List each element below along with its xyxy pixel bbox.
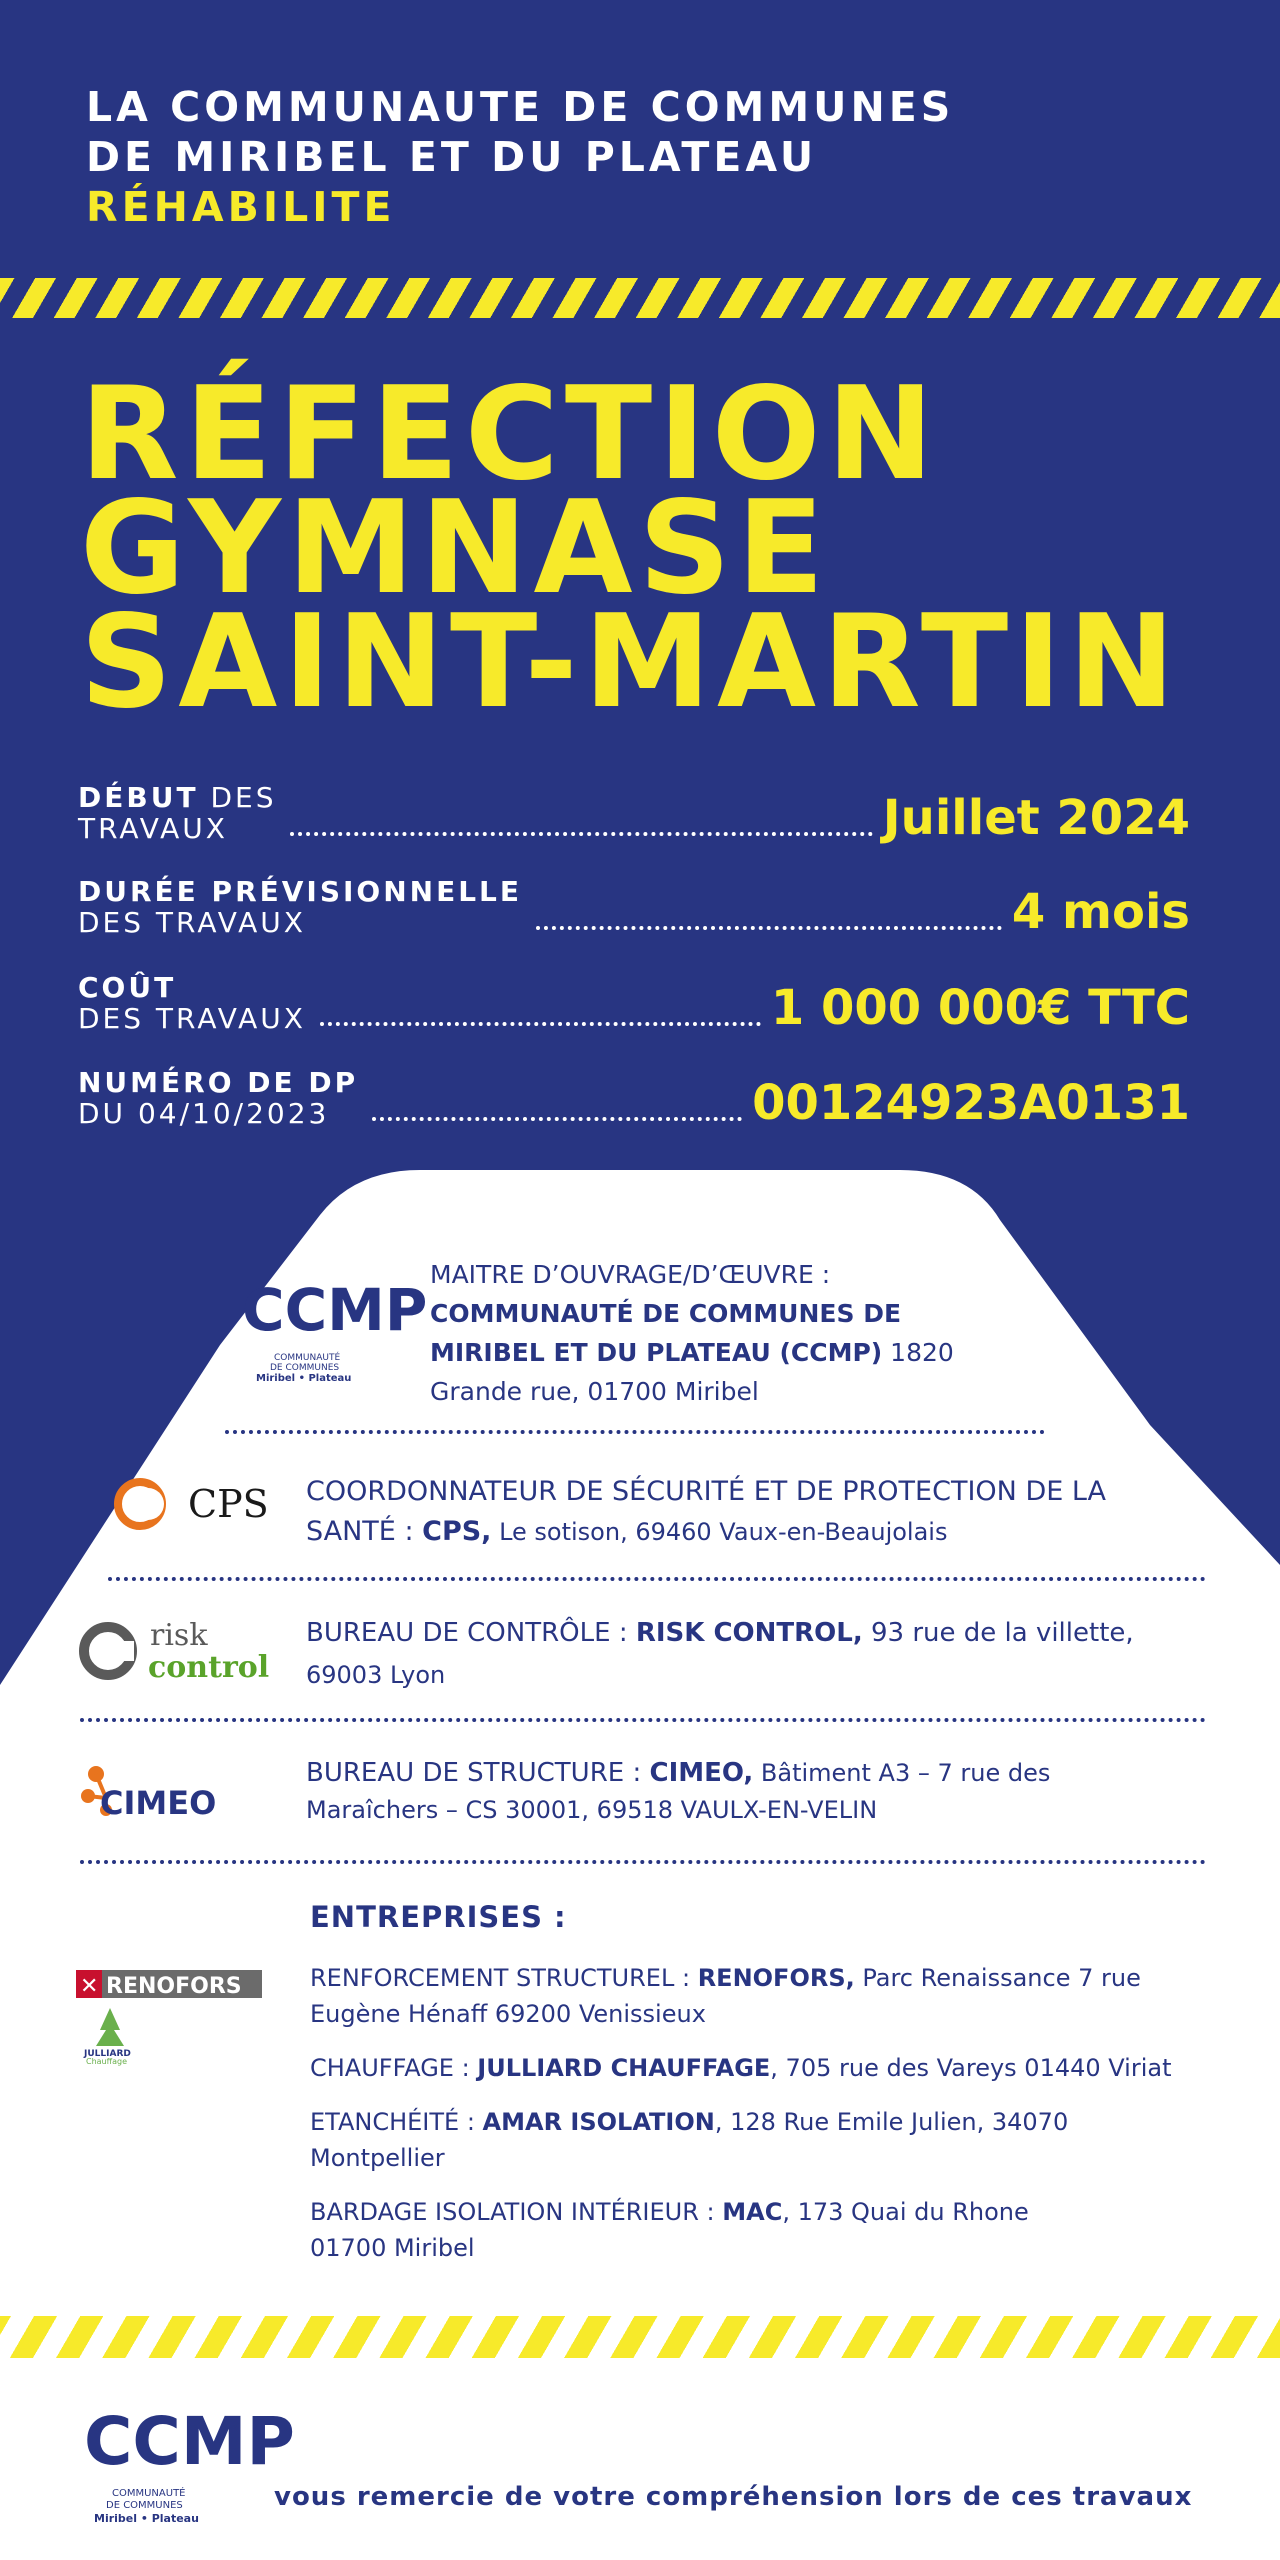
- structure-office-entry: BUREAU DE STRUCTURE : CIMEO, Bâtiment A3 – 7 rue des Maraîchers – CS 30001, 69518 VAULX-EN-VELIN: [306, 1754, 1226, 1828]
- dotted-leader: [372, 1117, 742, 1121]
- hazard-stripe-bottom: [0, 2316, 1280, 2358]
- renofors-logo: [76, 1968, 266, 2002]
- risk-control-logo: [78, 1615, 278, 1685]
- info-cost: [78, 972, 1190, 1034]
- owner-prefix: MAITRE D’OUVRAGE/D’ŒUVRE :: [430, 1260, 831, 1289]
- ccmp-logo-sub-1: COMMUNAUTÉ: [274, 1353, 341, 1363]
- footer-message: vous remercie de votre compréhension lors de ces travaux: [274, 2482, 1193, 2512]
- cimeo-logo-text: CIMEO: [100, 1784, 217, 1822]
- separator: [80, 1860, 1206, 1864]
- info-duration: [78, 876, 1190, 938]
- cps-logo: [110, 1474, 280, 1534]
- cps-logo-text: CPS: [188, 1482, 269, 1526]
- info-label: COÛT DES TRAVAUX: [78, 971, 306, 1035]
- separator: [225, 1430, 1045, 1434]
- risk-logo-text-2: control: [148, 1650, 270, 1685]
- risk-logo-text-1: risk: [150, 1618, 208, 1653]
- info-label: DURÉE PRÉVISIONNELLE DES TRAVAUX: [78, 875, 523, 939]
- companies-title: ENTREPRISES :: [310, 1900, 567, 1934]
- dotted-leader: [290, 832, 872, 836]
- header: [86, 82, 954, 232]
- company-bardage: BARDAGE ISOLATION INTÉRIEUR : MAC, 173 Quai du Rhone 01700 Miribel: [310, 2198, 1029, 2262]
- ccmp-logo: [240, 1268, 428, 1388]
- company-chauffage: CHAUFFAGE : JULLIARD CHAUFFAGE, 705 rue des Vareys 01440 Viriat: [310, 2054, 1172, 2082]
- julliard-logo-text-2: Chauffage: [86, 2057, 128, 2066]
- safety-name: CPS,: [422, 1516, 492, 1547]
- separator: [80, 1718, 1206, 1722]
- owner-name-2: MIRIBEL ET DU PLATEAU (CCMP): [430, 1338, 883, 1367]
- structure-name: CIMEO,: [649, 1758, 754, 1788]
- info-label: NUMÉRO DE DP DU 04/10/2023: [78, 1066, 359, 1130]
- info-value: Juillet 2024: [882, 790, 1190, 846]
- cimeo-logo: [76, 1758, 276, 1828]
- title-line-3: SAINT-MARTIN: [80, 588, 1181, 737]
- owner-entry: [430, 1255, 1030, 1411]
- dotted-leader: [536, 926, 1002, 930]
- structure-address-2: Maraîchers – CS 30001, 69518 VAULX-EN-VELIN: [306, 1796, 878, 1824]
- info-start-date: [78, 782, 1190, 844]
- owner-address-1: 1820: [882, 1338, 954, 1367]
- info-value: 00124923A0131: [752, 1075, 1190, 1131]
- title-line-2: GYMNASE: [80, 474, 831, 623]
- title-line-1: RÉFECTION: [80, 360, 940, 509]
- renofors-logo-text: RENOFORS: [106, 1974, 242, 1999]
- info-label: DÉBUT DES TRAVAUX: [78, 781, 277, 845]
- header-line-3: RÉHABILITE: [86, 183, 396, 231]
- safety-coordinator-entry: COORDONNATEUR DE SÉCURITÉ ET DE PROTECTION DE LA SANTÉ : CPS, Le sotison, 69460 Vaux-en-Beaujolais: [306, 1472, 1206, 1552]
- info-permit-number: [78, 1067, 1190, 1129]
- ccmp-footer-sub-2: DE COMMUNES: [106, 2500, 183, 2511]
- control-office-entry: BUREAU DE CONTRÔLE : RISK CONTROL, 93 rue de la villette, 69003 Lyon: [306, 1612, 1226, 1696]
- ccmp-logo-sub-3: Miribel • Plateau: [256, 1373, 352, 1384]
- ccmp-footer-logo: [82, 2392, 295, 2532]
- safety-prefix: COORDONNATEUR DE SÉCURITÉ ET DE PROTECTION DE LA: [306, 1476, 1107, 1507]
- control-name: RISK CONTROL,: [635, 1618, 863, 1648]
- safety-address: Le sotison, 69460 Vaux-en-Beaujolais: [491, 1518, 948, 1546]
- owner-name-1: COMMUNAUTÉ DE COMMUNES DE: [430, 1299, 902, 1328]
- dotted-leader: [320, 1022, 761, 1026]
- ccmp-footer-logo-text: CCMP: [84, 2403, 295, 2480]
- info-value: 4 mois: [1011, 884, 1190, 940]
- separator: [108, 1577, 1206, 1581]
- ccmp-footer-sub-3: Miribel • Plateau: [94, 2512, 199, 2525]
- header-line-2: DE MIRIBEL ET DU PLATEAU: [86, 133, 818, 181]
- owner-address-2: Grande rue, 01700 Miribel: [430, 1377, 759, 1406]
- julliard-logo: [82, 2004, 152, 2064]
- control-address-1: 93 rue de la villette,: [862, 1618, 1134, 1648]
- company-etancheite: ETANCHÉITÉ : AMAR ISOLATION, 128 Rue Emile Julien, 34070 Montpellier: [310, 2108, 1069, 2172]
- project-title: [80, 360, 1181, 737]
- structure-address-1: Bâtiment A3 – 7 rue des: [753, 1759, 1051, 1787]
- hazard-stripe-top: [0, 278, 1280, 318]
- ccmp-logo-sub-2: DE COMMUNES: [270, 1363, 340, 1373]
- ccmp-logo-text: CCMP: [242, 1276, 428, 1344]
- header-line-1: LA COMMUNAUTE DE COMMUNES: [86, 83, 955, 131]
- julliard-logo-text-1: JULLIARD: [84, 2049, 131, 2059]
- info-value: 1 000 000€ TTC: [770, 980, 1190, 1036]
- control-address-2: 69003 Lyon: [306, 1661, 446, 1689]
- ccmp-footer-sub-1: COMMUNAUTÉ: [112, 2488, 186, 2499]
- company-renforcement: RENFORCEMENT STRUCTUREL : RENOFORS, Parc Renaissance 7 rue Eugène Hénaff 69200 Venissieux: [310, 1964, 1141, 2028]
- svg-text:✕: ✕: [80, 1974, 99, 1999]
